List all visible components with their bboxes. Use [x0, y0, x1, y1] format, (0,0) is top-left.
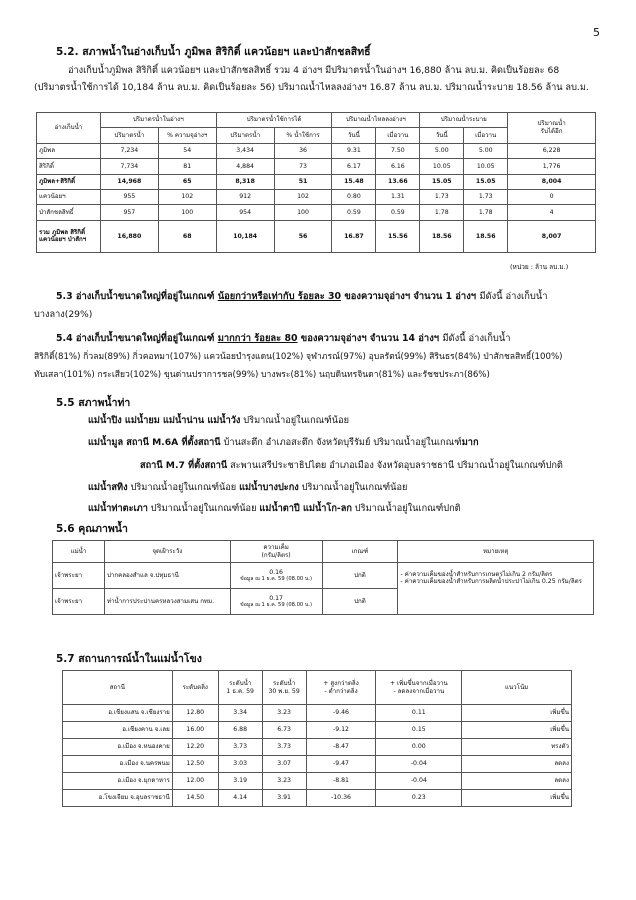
- cell-criteria: ปกติ: [322, 563, 398, 589]
- header-level-1: [218, 671, 262, 705]
- cell-usable: 912: [216, 189, 274, 204]
- cell-trend: ลดลง: [462, 756, 572, 773]
- cell-bank: 16.00: [172, 722, 218, 739]
- table-row: [63, 722, 572, 739]
- river-line-5-bold: แม่น้ำท่าตะเภา: [88, 503, 148, 514]
- mekong-table: [62, 670, 572, 807]
- cell-bank: 12.20: [172, 739, 218, 756]
- cell-usable: 10,184: [216, 220, 274, 252]
- cell-pct: 81: [158, 159, 216, 174]
- section-5-4-line3: ทับเสลา(101%) กระเสียว(102%) ขุนด่านปราการชล(99%) บางพระ(81%) นฤบดินทรจินดา(81%) และรัชชประภา(86%): [34, 370, 490, 380]
- river-line-1-bold: แม่น้ำปิง แม่น้ำยม แม่น้ำน่าน แม่น้ำวัง: [88, 415, 241, 426]
- cell-volume: 7,734: [100, 159, 158, 174]
- section-5-4-underlined: มากกว่า ร้อยละ 80: [217, 333, 298, 344]
- cell-trend: เพิ่มขึ้น: [462, 790, 572, 807]
- table-row: [37, 189, 596, 204]
- cell-salinity: [230, 563, 322, 589]
- cell-inflow-yesterday: 6.16: [376, 159, 420, 174]
- table-row: [63, 756, 572, 773]
- river-line-1-text: ปริมาณน้ำอยู่ในเกณฑ์น้อย: [240, 415, 349, 426]
- cell-diff: -10.36: [306, 790, 376, 807]
- river-line-3: [140, 458, 563, 473]
- cell-inflow-today: 0.80: [332, 189, 376, 204]
- cell-usable-pct: 36: [274, 143, 332, 158]
- header-diff-line1: + สูงกว่าตลิ่ง: [323, 680, 359, 688]
- subheader-inflow-yesterday: เมื่อวาน: [376, 128, 420, 143]
- header-change-line1: + เพิ่มขึ้นจากเมื่อวาน: [389, 680, 448, 688]
- total-name-line1: รวม ภูมิพล สิริกิติ์: [39, 228, 86, 236]
- cell-usable: 954: [216, 205, 274, 220]
- cell-pct: 54: [158, 143, 216, 158]
- section-5-5-title: 5.5 สภาพน้ำท่า: [56, 397, 131, 409]
- header-level-1-label: ระดับน้ำ: [229, 680, 252, 688]
- cell-diff: -8.47: [306, 739, 376, 756]
- header-change-line2: - ลดลงจากเมื่อวาน: [393, 687, 445, 695]
- cell-receivable: 0: [508, 189, 596, 204]
- cell-inflow-today: 6.17: [332, 159, 376, 174]
- cell-level-1: 3.19: [218, 773, 262, 790]
- table-row: [37, 174, 596, 189]
- table-row: [37, 159, 596, 174]
- river-line-2-end: มาก: [461, 437, 479, 448]
- section-5-4-lead: 5.4 อ่างเก็บน้ำขนาดใหญ่ที่อยู่ในเกณฑ์: [56, 333, 218, 344]
- section-5-4: [56, 330, 606, 347]
- header-salinity-line1: ความเค็ม: [263, 544, 289, 552]
- section-5-3-line2: บางลาง(29%): [34, 309, 93, 320]
- header-bank: ระดับตลิ่ง: [172, 671, 218, 705]
- subheader-inflow-today: วันนี้: [332, 128, 376, 143]
- cell-receivable: 4: [508, 205, 596, 220]
- subheader-pct-usable: % น้ำใช้การ: [274, 128, 332, 143]
- cell-volume: 14,968: [100, 174, 158, 189]
- cell-note: [398, 563, 594, 615]
- cell-criteria: ปกติ: [322, 589, 398, 615]
- cell-station: อ.เชียงแสน จ.เชียงราย: [63, 705, 173, 722]
- section-5-3-tail: ของความจุอ่างฯ จำนวน 1 อ่างฯ: [341, 291, 480, 302]
- cell-pct: 68: [158, 220, 216, 252]
- cell-bank: 14.50: [172, 790, 218, 807]
- cell-diff: -9.46: [306, 705, 376, 722]
- cell-receivable: 8,007: [508, 220, 596, 252]
- river-line-2-bold: แม่น้ำมูล สถานี M.6A ที่ตั้งสถานี: [88, 437, 221, 448]
- cell-release-today: 5.00: [420, 143, 464, 158]
- table-row: [63, 705, 572, 722]
- header-receivable: [508, 113, 596, 144]
- river-line-3-bold: สถานี M.7 ที่ตั้งสถานี: [140, 460, 228, 471]
- cell-total-name: [37, 220, 101, 252]
- cell-release-yesterday: 18.56: [464, 220, 508, 252]
- cell-station: อ.เมือง จ.หนองคาย: [63, 739, 173, 756]
- header-receivable-line2: รับได้อีก: [540, 127, 563, 135]
- river-line-2: [88, 435, 479, 450]
- cell-level-2: 3.91: [262, 790, 306, 807]
- cell-level-2: 3.23: [262, 773, 306, 790]
- cell-pct: 102: [158, 189, 216, 204]
- cell-diff: -9.47: [306, 756, 376, 773]
- cell-release-today: 1.78: [420, 205, 464, 220]
- cell-pct: 100: [158, 205, 216, 220]
- section-5-3: [56, 288, 606, 305]
- cell-station: อ.เชียงคาน จ.เลย: [63, 722, 173, 739]
- cell-usable-pct: 56: [274, 220, 332, 252]
- cell-volume: 957: [100, 205, 158, 220]
- river-line-4-text2: ปริมาณน้ำอยู่ในเกณฑ์น้อย: [298, 482, 408, 493]
- cell-name: ป่าสักชลสิทธิ์: [37, 205, 101, 220]
- table-row: [63, 790, 572, 807]
- header-usable: ปริมาตรน้ำใช้การได้: [216, 113, 332, 128]
- subheader-release-yesterday: เมื่อวาน: [464, 128, 508, 143]
- cell-inflow-yesterday: 13.66: [376, 174, 420, 189]
- cell-bank: 12.80: [172, 705, 218, 722]
- header-salinity-line2: (กรัม/ลิตร): [261, 551, 291, 559]
- cell-river: เจ้าพระยา: [53, 589, 105, 615]
- cell-usable-pct: 51: [274, 174, 332, 189]
- river-line-2-text: บ้านสะตึก อำเภอสะตึก จังหวัดบุรีรัมย์ ปริมาณน้ำอยู่ในเกณฑ์: [220, 437, 462, 448]
- header-release: ปริมาณน้ำระบาย: [420, 113, 508, 128]
- section-5-6-title: 5.6 คุณภาพน้ำ: [56, 523, 128, 535]
- cell-release-yesterday: 15.05: [464, 174, 508, 189]
- page-number: 5: [593, 26, 600, 39]
- cell-change: 0.15: [376, 722, 462, 739]
- cell-level-1: 3.03: [218, 756, 262, 773]
- water-quality-table: [52, 540, 594, 615]
- header-station: สถานี: [63, 671, 173, 705]
- cell-usable-pct: 102: [274, 189, 332, 204]
- cell-level-1: 4.14: [218, 790, 262, 807]
- salinity-date: ข้อมูล ณ 1 ธ.ค. 59 (08.00 น.): [240, 576, 313, 583]
- cell-trend: ลดลง: [462, 773, 572, 790]
- cell-station: อ.เมือง จ.นครพนม: [63, 756, 173, 773]
- cell-name: ภูมิพล+สิริกิติ์: [37, 174, 101, 189]
- cell-point: ปากคลองสำแล จ.ปทุมธานี: [104, 563, 230, 589]
- header-diff-line2: - ต่ำกว่าตลิ่ง: [324, 687, 358, 695]
- section-5-2-line2: (ปริมาตรน้ำใช้การได้ 10,184 ล้าน ลบ.ม. คิดเป็นร้อยละ 56) ปริมาณน้ำไหลลงอ่างฯ 16.87 ล้าน ลบ.ม. ปริมาณน้ำระบาย 18.56 ล้าน ลบ.ม.: [34, 82, 589, 93]
- table-row: [37, 143, 596, 158]
- cell-volume: 955: [100, 189, 158, 204]
- header-inflow: ปริมาณน้ำไหลลงอ่างฯ: [332, 113, 420, 128]
- header-level-1-date: 1 ธ.ค. 59: [226, 687, 254, 695]
- header-criteria: เกณฑ์: [322, 541, 398, 563]
- cell-release-yesterday: 5.00: [464, 143, 508, 158]
- cell-inflow-today: 0.59: [332, 205, 376, 220]
- section-5-4-rest: มีดังนี้ อ่างเก็บน้ำ: [442, 333, 511, 344]
- cell-point: ท่าน้ำการประปานครหลวงสามเสน กทม.: [104, 589, 230, 615]
- cell-bank: 12.50: [172, 756, 218, 773]
- header-volume: ปริมาตรน้ำในอ่างฯ: [100, 113, 216, 128]
- section-5-2-title: 5.2. สภาพน้ำในอ่างเก็บน้ำ ภูมิพล สิริกิติ์ แควน้อยฯ และป่าสักชลสิทธิ์: [56, 46, 371, 58]
- unit-note: (หน่วย : ล้าน ลบ.ม.): [510, 263, 569, 271]
- cell-level-1: 3.34: [218, 705, 262, 722]
- river-line-3-text: สะพานเสรีประชาธิปไตย อำเภอเมือง จังหวัดอุบลราชธานี ปริมาณน้ำอยู่ในเกณฑ์ปกติ: [227, 460, 563, 471]
- cell-bank: 12.00: [172, 773, 218, 790]
- section-5-3-underlined: น้อยกว่าหรือเท่ากับ ร้อยละ 30: [217, 291, 342, 302]
- cell-level-1: 3.73: [218, 739, 262, 756]
- cell-diff: -8.81: [306, 773, 376, 790]
- cell-usable-pct: 73: [274, 159, 332, 174]
- river-line-4-bold2: แม่น้ำบางปะกง: [239, 482, 299, 493]
- section-5-7-title: 5.7 สถานการณ์น้ำในแม่น้ำโขง: [56, 653, 202, 665]
- cell-level-2: 6.73: [262, 722, 306, 739]
- header-river: แม่น้ำ: [53, 541, 105, 563]
- subheader-usable: ปริมาตรน้ำ: [216, 128, 274, 143]
- header-level-2: [262, 671, 306, 705]
- cell-release-today: 15.05: [420, 174, 464, 189]
- header-note: หมายเหตุ: [398, 541, 594, 563]
- header-trend: แนวโน้ม: [462, 671, 572, 705]
- cell-trend: เพิ่มขึ้น: [462, 722, 572, 739]
- reservoir-table: [36, 112, 596, 253]
- salinity-value: 0.17: [269, 594, 283, 602]
- cell-release-today: 18.56: [420, 220, 464, 252]
- subheader-pct-capacity: % ความจุอ่างฯ: [158, 128, 216, 143]
- cell-inflow-today: 9.31: [332, 143, 376, 158]
- cell-usable: 3,434: [216, 143, 274, 158]
- cell-level-2: 3.07: [262, 756, 306, 773]
- river-line-5: [88, 501, 461, 516]
- cell-change: 0.11: [376, 705, 462, 722]
- cell-receivable: 8,004: [508, 174, 596, 189]
- cell-name: แควน้อยฯ: [37, 189, 101, 204]
- cell-change: -0.04: [376, 756, 462, 773]
- cell-inflow-today: 16.87: [332, 220, 376, 252]
- river-line-1: [88, 413, 349, 428]
- table-row: [63, 739, 572, 756]
- cell-name: ภูมิพล: [37, 143, 101, 158]
- note-line2: - ค่าความเค็มของน้ำสำหรับการผลิตน้ำประปาไม่เกิน 0.25 กรัม/ลิตร: [400, 578, 582, 586]
- section-5-4-tail: ของความจุอ่างฯ จำนวน 14 อ่างฯ: [297, 333, 443, 344]
- cell-release-today: 1.73: [420, 189, 464, 204]
- table-total-row: [37, 220, 596, 252]
- river-line-5-bold2: แม่น้ำตาปี แม่น้ำโก-ลก: [259, 503, 352, 514]
- note-line1: - ค่าความเค็มของน้ำสำหรับการเกษตรไม่เกิน 2 กรัม/ลิตร: [400, 571, 553, 578]
- river-line-4-text: ปริมาณน้ำอยู่ในเกณฑ์น้อย: [127, 482, 240, 493]
- header-point: จุดเฝ้าระวัง: [104, 541, 230, 563]
- total-name-line2: แควน้อยฯ ป่าสักฯ: [39, 236, 87, 244]
- cell-level-1: 6.88: [218, 722, 262, 739]
- table-row: [37, 205, 596, 220]
- header-change: [376, 671, 462, 705]
- cell-trend: ทรงตัว: [462, 739, 572, 756]
- cell-usable: 8,318: [216, 174, 274, 189]
- cell-inflow-today: 15.48: [332, 174, 376, 189]
- header-receivable-line1: ปริมาณน้ำ: [537, 120, 566, 128]
- cell-level-2: 3.23: [262, 705, 306, 722]
- cell-diff: -9.12: [306, 722, 376, 739]
- cell-receivable: 6,228: [508, 143, 596, 158]
- salinity-value: 0.16: [269, 568, 283, 576]
- cell-inflow-yesterday: 1.31: [376, 189, 420, 204]
- cell-pct: 65: [158, 174, 216, 189]
- cell-salinity: [230, 589, 322, 615]
- section-5-4-line2: สิริกิติ์(81%) กิ่วลม(89%) กิ่วคอหมา(107%) แควน้อยบำรุงแดน(102%) จุฬาภรณ์(97%) อุบลรัตน์(99%) สิรินธร(84%) ป่าสักชลสิทธิ์(100%): [34, 352, 563, 362]
- cell-inflow-yesterday: 0.59: [376, 205, 420, 220]
- section-5-3-lead: 5.3 อ่างเก็บน้ำขนาดใหญ่ที่อยู่ในเกณฑ์: [56, 291, 218, 302]
- river-line-4: [88, 480, 407, 495]
- cell-change: 0.00: [376, 739, 462, 756]
- river-line-4-bold: แม่น้ำสทิง: [88, 482, 128, 493]
- header-level-2-date: 30 พ.ย. 59: [268, 687, 300, 695]
- salinity-date: ข้อมูล ณ 1 ธ.ค. 59 (08.00 น.): [240, 602, 313, 609]
- cell-receivable: 1,776: [508, 159, 596, 174]
- cell-name: สิริกิติ์: [37, 159, 101, 174]
- header-diff: [306, 671, 376, 705]
- cell-usable: 4,884: [216, 159, 274, 174]
- cell-release-today: 10.05: [420, 159, 464, 174]
- section-5-3-rest: มีดังนี้ อ่างเก็บน้ำ: [479, 291, 548, 302]
- cell-volume: 16,880: [100, 220, 158, 252]
- table-row: [63, 773, 572, 790]
- river-line-5-text: ปริมาณน้ำอยู่ในเกณฑ์น้อย: [147, 503, 260, 514]
- cell-change: 0.23: [376, 790, 462, 807]
- cell-inflow-yesterday: 15.56: [376, 220, 420, 252]
- cell-release-yesterday: 1.78: [464, 205, 508, 220]
- cell-release-yesterday: 10.05: [464, 159, 508, 174]
- section-5-2-line1: อ่างเก็บน้ำภูมิพล สิริกิติ์ แควน้อยฯ และป่าสักชลสิทธิ์ รวม 4 อ่างฯ มีปริมาตรน้ำในอ่างฯ 16,880 ล้าน ลบ.ม. คิดเป็นร้อยละ 68: [68, 65, 560, 76]
- subheader-volume: ปริมาตรน้ำ: [100, 128, 158, 143]
- cell-station: อ.โขงเจียม จ.อุบลราชธานี: [63, 790, 173, 807]
- cell-level-2: 3.73: [262, 739, 306, 756]
- table-row: [53, 563, 594, 589]
- cell-inflow-yesterday: 7.50: [376, 143, 420, 158]
- cell-release-yesterday: 1.73: [464, 189, 508, 204]
- header-salinity: [230, 541, 322, 563]
- cell-station: อ.เมือง จ.มุกดาหาร: [63, 773, 173, 790]
- river-line-5-text2: ปริมาณน้ำอยู่ในเกณฑ์ปกติ: [351, 503, 461, 514]
- header-reservoir: อ่างเก็บน้ำ: [37, 113, 101, 144]
- cell-change: -0.04: [376, 773, 462, 790]
- cell-trend: เพิ่มขึ้น: [462, 705, 572, 722]
- cell-usable-pct: 100: [274, 205, 332, 220]
- cell-volume: 7,234: [100, 143, 158, 158]
- cell-river: เจ้าพระยา: [53, 563, 105, 589]
- header-level-2-label: ระดับน้ำ: [272, 680, 296, 688]
- subheader-release-today: วันนี้: [420, 128, 464, 143]
